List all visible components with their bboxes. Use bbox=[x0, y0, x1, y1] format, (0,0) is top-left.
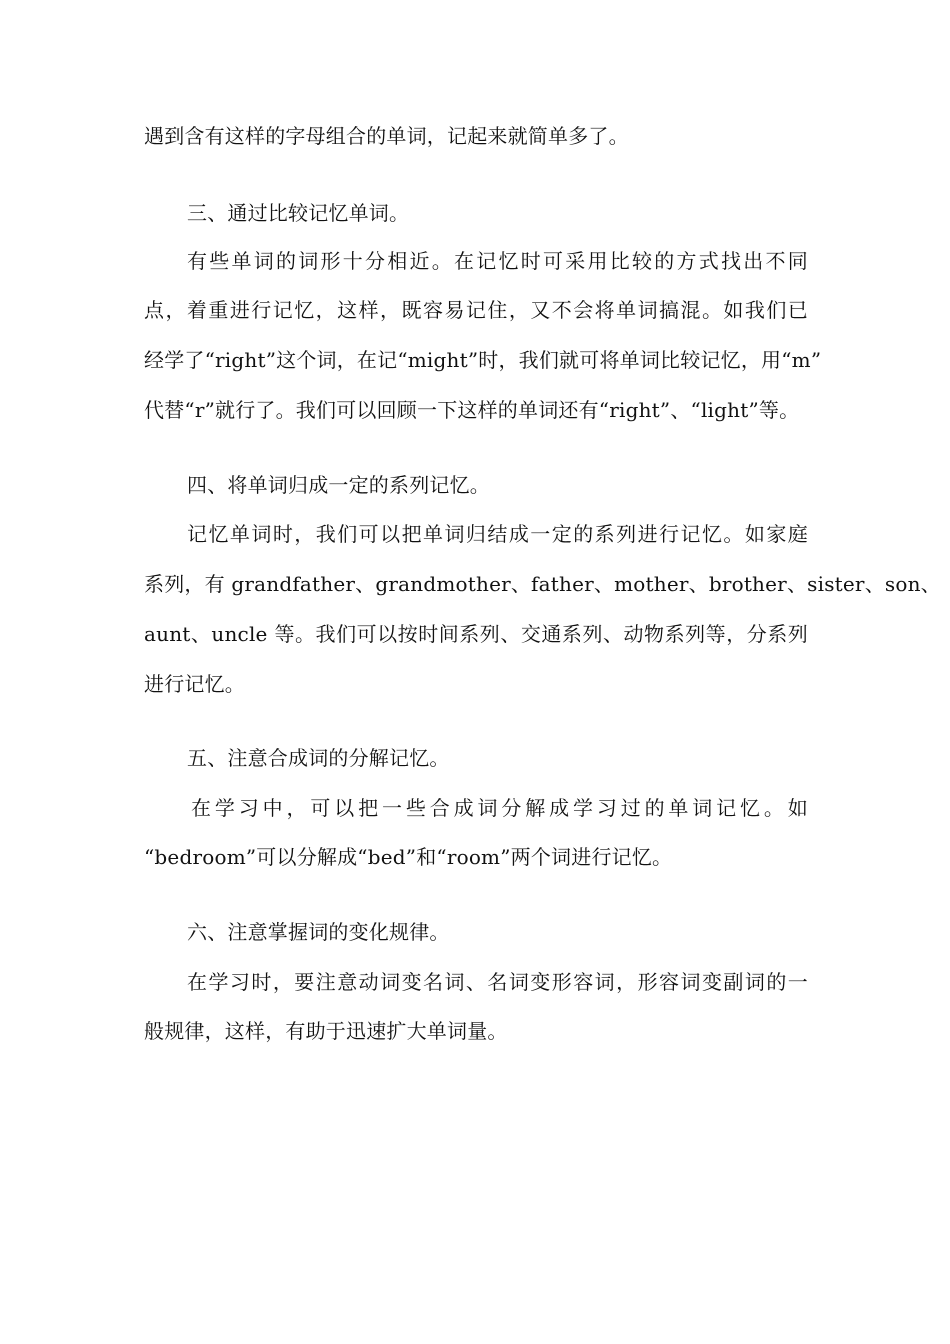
paragraph-line: 般规律，这样，有助于迅速扩大单词量。 bbox=[144, 1019, 508, 1043]
paragraph-line: 记忆单词时，我们可以把单词归结成一定的系列进行记忆。如家庭 bbox=[187, 522, 808, 546]
section-heading-5: 五、注意合成词的分解记忆。 bbox=[187, 746, 450, 770]
paragraph-line: 点，着重进行记忆，这样，既容易记住，又不会将单词搞混。如我们已 bbox=[144, 298, 808, 322]
paragraph-line: 代替“r”就行了。我们可以回顾一下这样的单词还有“right”、“light”等。 bbox=[144, 398, 800, 422]
section-heading-4: 四、将单词归成一定的系列记忆。 bbox=[187, 473, 490, 497]
paragraph-line: 系列，有 grandfather、grandmother、father、mother、brother、sister、son、 bbox=[144, 572, 941, 596]
paragraph-line: 有些单词的词形十分相近。在记忆时可采用比较的方式找出不同 bbox=[187, 249, 808, 273]
paragraph-line: aunt、uncle 等。我们可以按时间系列、交通系列、动物系列等，分系列 bbox=[144, 622, 808, 646]
paragraph-line: “bedroom”可以分解成“bed”和“room”两个词进行记忆。 bbox=[144, 845, 673, 869]
paragraph-line: 遇到含有这样的字母组合的单词，记起来就简单多了。 bbox=[144, 124, 629, 148]
paragraph-line: 在学习中，可以把一些合成词分解成学习过的单词记忆。如 bbox=[191, 796, 808, 820]
paragraph-line: 进行记忆。 bbox=[144, 672, 245, 696]
paragraph-line: 在学习时，要注意动词变名词、名词变形容词，形容词变副词的一 bbox=[187, 970, 808, 994]
section-heading-6: 六、注意掌握词的变化规律。 bbox=[187, 920, 450, 944]
section-heading-3: 三、通过比较记忆单词。 bbox=[187, 201, 410, 225]
paragraph-line: 经学了“right”这个词，在记“might”时，我们就可将单词比较记忆，用“m” bbox=[144, 348, 822, 372]
